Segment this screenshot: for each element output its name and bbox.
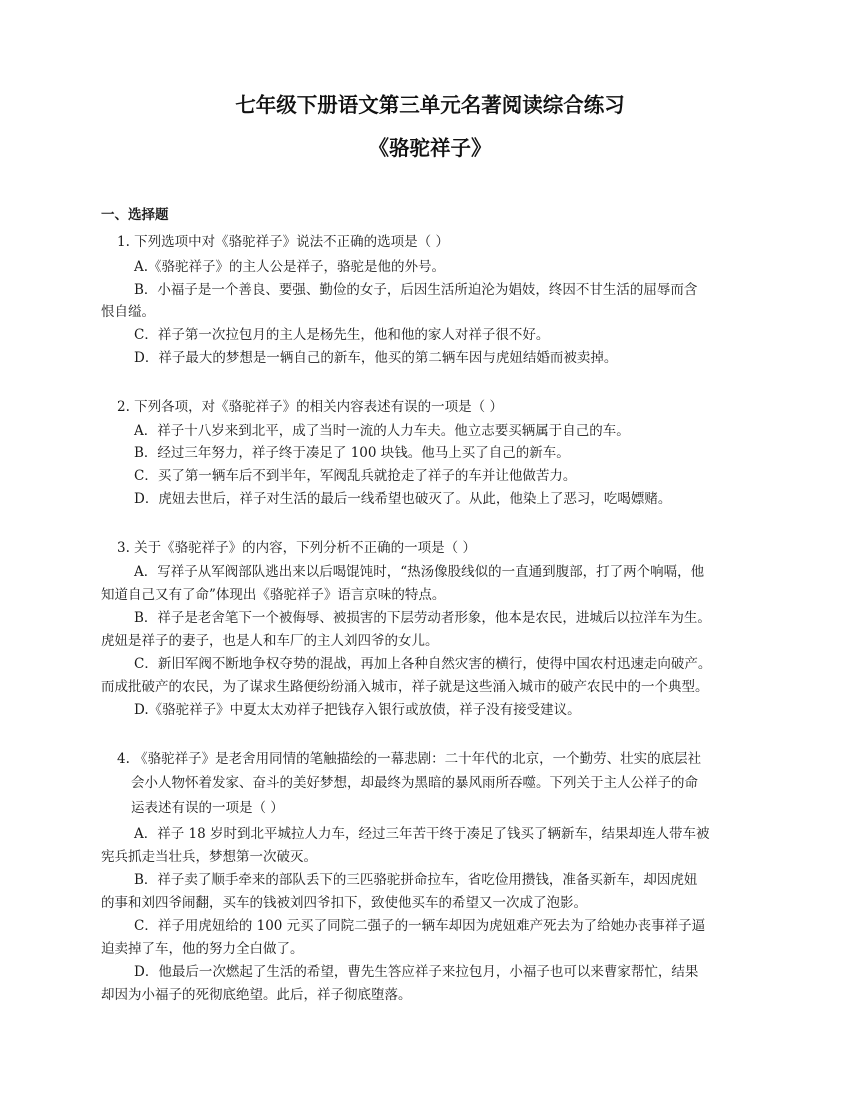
question-1-stem: 1. 下列选项中对《骆驼祥子》说法不正确的选项是（ ） bbox=[117, 234, 449, 250]
question-4-option-c-cont: 迫卖掉了车，他的努力全白做了。 bbox=[101, 941, 304, 957]
question-2-stem: 2. 下列各项，对《骆驼祥子》的相关内容表述有误的一项是（ ） bbox=[117, 399, 503, 415]
question-4-option-a-cont: 宪兵抓走当壮兵，梦想第一次破灭。 bbox=[101, 849, 317, 865]
question-4-option-b-cont: 的事和刘四爷闹翻，买车的钱被刘四爷扣下，致使他买车的希望又一次成了泡影。 bbox=[101, 895, 587, 911]
question-3-option-c-cont: 而成批破产的农民，为了谋求生路便纷纷涌入城市，祥子就是这些涌入城市的破产农民中的一个典型。 bbox=[101, 679, 709, 695]
question-4-stem-line-2: 会小人物怀着发家、奋斗的美好梦想，却最终为黑暗的暴风雨所吞噬。下列关于主人公祥子的命 bbox=[131, 775, 698, 791]
question-3-option-b-cont: 虎妞是祥子的妻子，也是人和车厂的主人刘四爷的女儿。 bbox=[101, 633, 439, 649]
question-3-option-a: A．写祥子从军阀部队逃出来以后喝馄饨时，“热汤像股线似的一直通到腹部，打了两个响嗝，他 bbox=[134, 564, 705, 580]
question-2-option-b: B．经过三年努力，祥子终于凑足了 100 块钱。他马上买了自己的新车。 bbox=[134, 445, 570, 461]
question-2-option-a: A．祥子十八岁来到北平，成了当时一流的人力车夫。他立志要买辆属于自己的车。 bbox=[134, 423, 630, 439]
question-2-option-d: D．虎妞去世后，祥子对生活的最后一线希望也破灭了。从此，他染上了恶习，吃喝嫖赌。 bbox=[134, 491, 672, 507]
question-1-option-c: C．祥子第一次拉包月的主人是杨先生，他和他的家人对祥子很不好。 bbox=[134, 327, 550, 343]
question-3-stem: 3. 关于《骆驼祥子》的内容，下列分析不正确的一项是（ ） bbox=[117, 540, 476, 556]
question-4-stem-line-3: 运表述有误的一项是（ ） bbox=[131, 800, 284, 816]
question-3-option-c: C．新旧军阀不断地争权夺势的混战，再加上各种自然灾害的横行，使得中国农村迅速走向破产。 bbox=[134, 656, 712, 672]
page-title: 七年级下册语文第三单元名著阅读综合练习 bbox=[235, 93, 625, 117]
question-1-option-d: D．祥子最大的梦想是一辆自己的新车，他买的第二辆车因与虎妞结婚而被卖掉。 bbox=[134, 350, 618, 366]
question-4-option-b: B．祥子卖了顺手牵来的部队丢下的三匹骆驼拼命拉车，省吃俭用攒钱，准备买新车，却因虎妞 bbox=[134, 872, 698, 888]
question-4-option-a: A．祥子 18 岁时到北平城拉人力车，经过三年苦干终于凑足了钱买了辆新车，结果却连人带车被 bbox=[134, 826, 710, 842]
page-subtitle: 《骆驼祥子》 bbox=[368, 136, 492, 160]
question-4-option-c: C．祥子用虎妞给的 100 元买了同院二强子的一辆车却因为虎妞难产死去为了给她办丧事祥子逼 bbox=[134, 918, 706, 934]
question-1-option-b-cont: 恨自缢。 bbox=[101, 304, 155, 320]
question-4-option-d: D．他最后一次燃起了生活的希望，曹先生答应祥子来拉包月，小福子也可以来曹家帮忙，结果 bbox=[134, 964, 699, 980]
question-4-stem: 4. 《骆驼祥子》是老舍用同情的笔触描绘的一幕悲剧：二十年代的北京，一个勤劳、壮实的底层社 bbox=[117, 751, 702, 767]
question-1-option-b: B．小福子是一个善良、要强、勤俭的女子，后因生活所迫沦为娼妓，终因不甘生活的屈辱而含 bbox=[134, 282, 698, 298]
question-3-option-a-cont: 知道自己又有了命”体现出《骆驼祥子》语言京味的特点。 bbox=[101, 587, 446, 603]
question-4-option-d-cont: 却因为小福子的死彻底绝望。此后，祥子彻底堕落。 bbox=[101, 987, 412, 1003]
question-2-option-c: C．买了第一辆车后不到半年，军阀乱兵就抢走了祥子的车并让他做苦力。 bbox=[134, 468, 577, 484]
question-3-option-b: B．祥子是老舍笔下一个被侮辱、被损害的下层劳动者形象，他本是农民，进城后以拉洋车为生。 bbox=[134, 610, 711, 626]
question-3-option-d: D.《骆驼祥子》中夏太太劝祥子把钱存入银行或放债，祥子没有接受建议。 bbox=[134, 702, 581, 718]
question-1-option-a: A.《骆驼祥子》的主人公是祥子，骆驼是他的外号。 bbox=[134, 259, 446, 275]
section-heading: 一、选择题 bbox=[101, 207, 169, 223]
